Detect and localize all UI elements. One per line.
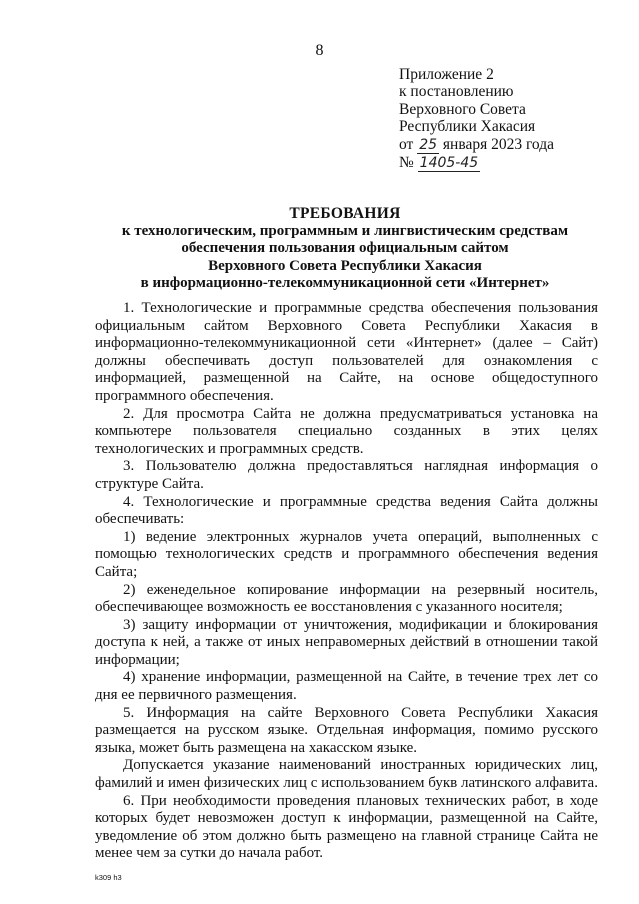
date-rest: января 2023 года: [442, 135, 554, 153]
appendix-line-3: Верховного Совета: [399, 100, 526, 118]
paragraph-4-item-3: 3) защиту информации от уничтожения, модификации и блокирования доступа к ней, а также от иных неправомерных действий в отношении такой информации;: [95, 616, 598, 668]
paragraph-1: 1. Технологические и программные средства обеспечения пользования официальным сайтом Верховного Совета Республики Хакасия в информационно-телекоммуникационной сети «Интернет» (далее – Сайт) должны обеспечивать доступ пользователей для ознакомления с информацией, размещенной на Сайте, на основе общедоступного программного обеспечения.: [95, 300, 598, 404]
paragraph-4-item-2: 2) еженедельное копирование информации на резервный носитель, обеспечивающее возможность ее восстановления с указанного носителя;: [95, 581, 598, 616]
title-main: ТРЕБОВАНИЯ: [289, 205, 401, 222]
appendix-title: Приложение 2: [399, 66, 494, 83]
date-day-handwritten: 25: [419, 136, 438, 153]
paragraph-4: 4. Технологические и программные средства ведения Сайта должны обеспечивать:: [95, 493, 598, 528]
paragraph-4-item-1: 1) ведение электронных журналов учета операций, выполненных с помощью технологических средств и программного обеспечения ведения Сайта;: [95, 528, 598, 580]
appendix-line-2: к постановлению: [399, 83, 514, 101]
document-title: [95, 205, 595, 293]
title-line-2: к технологическим, программным и лингвистическим средствам: [121, 222, 569, 239]
document-body: [95, 300, 598, 863]
paragraph-5: 5. Информация на сайте Верховного Совета Республики Хакасия размещается на русском языке. Отдельная информация, помимо русского языка, может быть размещена на хакасском языке.: [95, 704, 598, 756]
footer-code: k309 h3: [95, 873, 122, 882]
appendix-block: [399, 66, 554, 172]
appendix-number: [399, 154, 554, 172]
title-line-4: Верховного Совета Республики Хакасия: [208, 257, 482, 274]
paragraph-5-note: Допускается указание наименований иностранных юридических лиц, фамилий и имен физических лиц с использованием букв латинского алфавита.: [95, 757, 598, 792]
paragraph-3: 3. Пользователю должна предоставляться наглядная информация о структуре Сайта.: [95, 458, 598, 492]
appendix-date: [399, 136, 554, 154]
paragraph-6: 6. При необходимости проведения плановых технических работ, в ходе которых будет невозможен доступ к информации, размещенной на Сайте, уведомление об этом должно быть размещено на главной странице Сайта не менее чем за сутки до начала работ.: [95, 792, 598, 862]
page-number: 8: [315, 42, 324, 59]
date-prefix: от: [399, 135, 414, 153]
number-prefix: №: [399, 154, 414, 172]
paragraph-4-item-4: 4) хранение информации, размещенной на Сайте, в течение трех лет со дня ее первичного размещения.: [95, 669, 598, 704]
title-line-5: в информационно-телекоммуникационной сети «Интернет»: [140, 275, 550, 292]
appendix-line-4: Республики Хакасия: [399, 118, 536, 136]
number-handwritten: 1405-45: [419, 155, 479, 172]
paragraph-2: 2. Для просмотра Сайта не должна предусматриваться установка на компьютере пользователя специально созданных в этих целях технологических и программных средств.: [95, 405, 598, 457]
title-line-3: обеспечения пользования официальным сайтом: [181, 240, 509, 257]
